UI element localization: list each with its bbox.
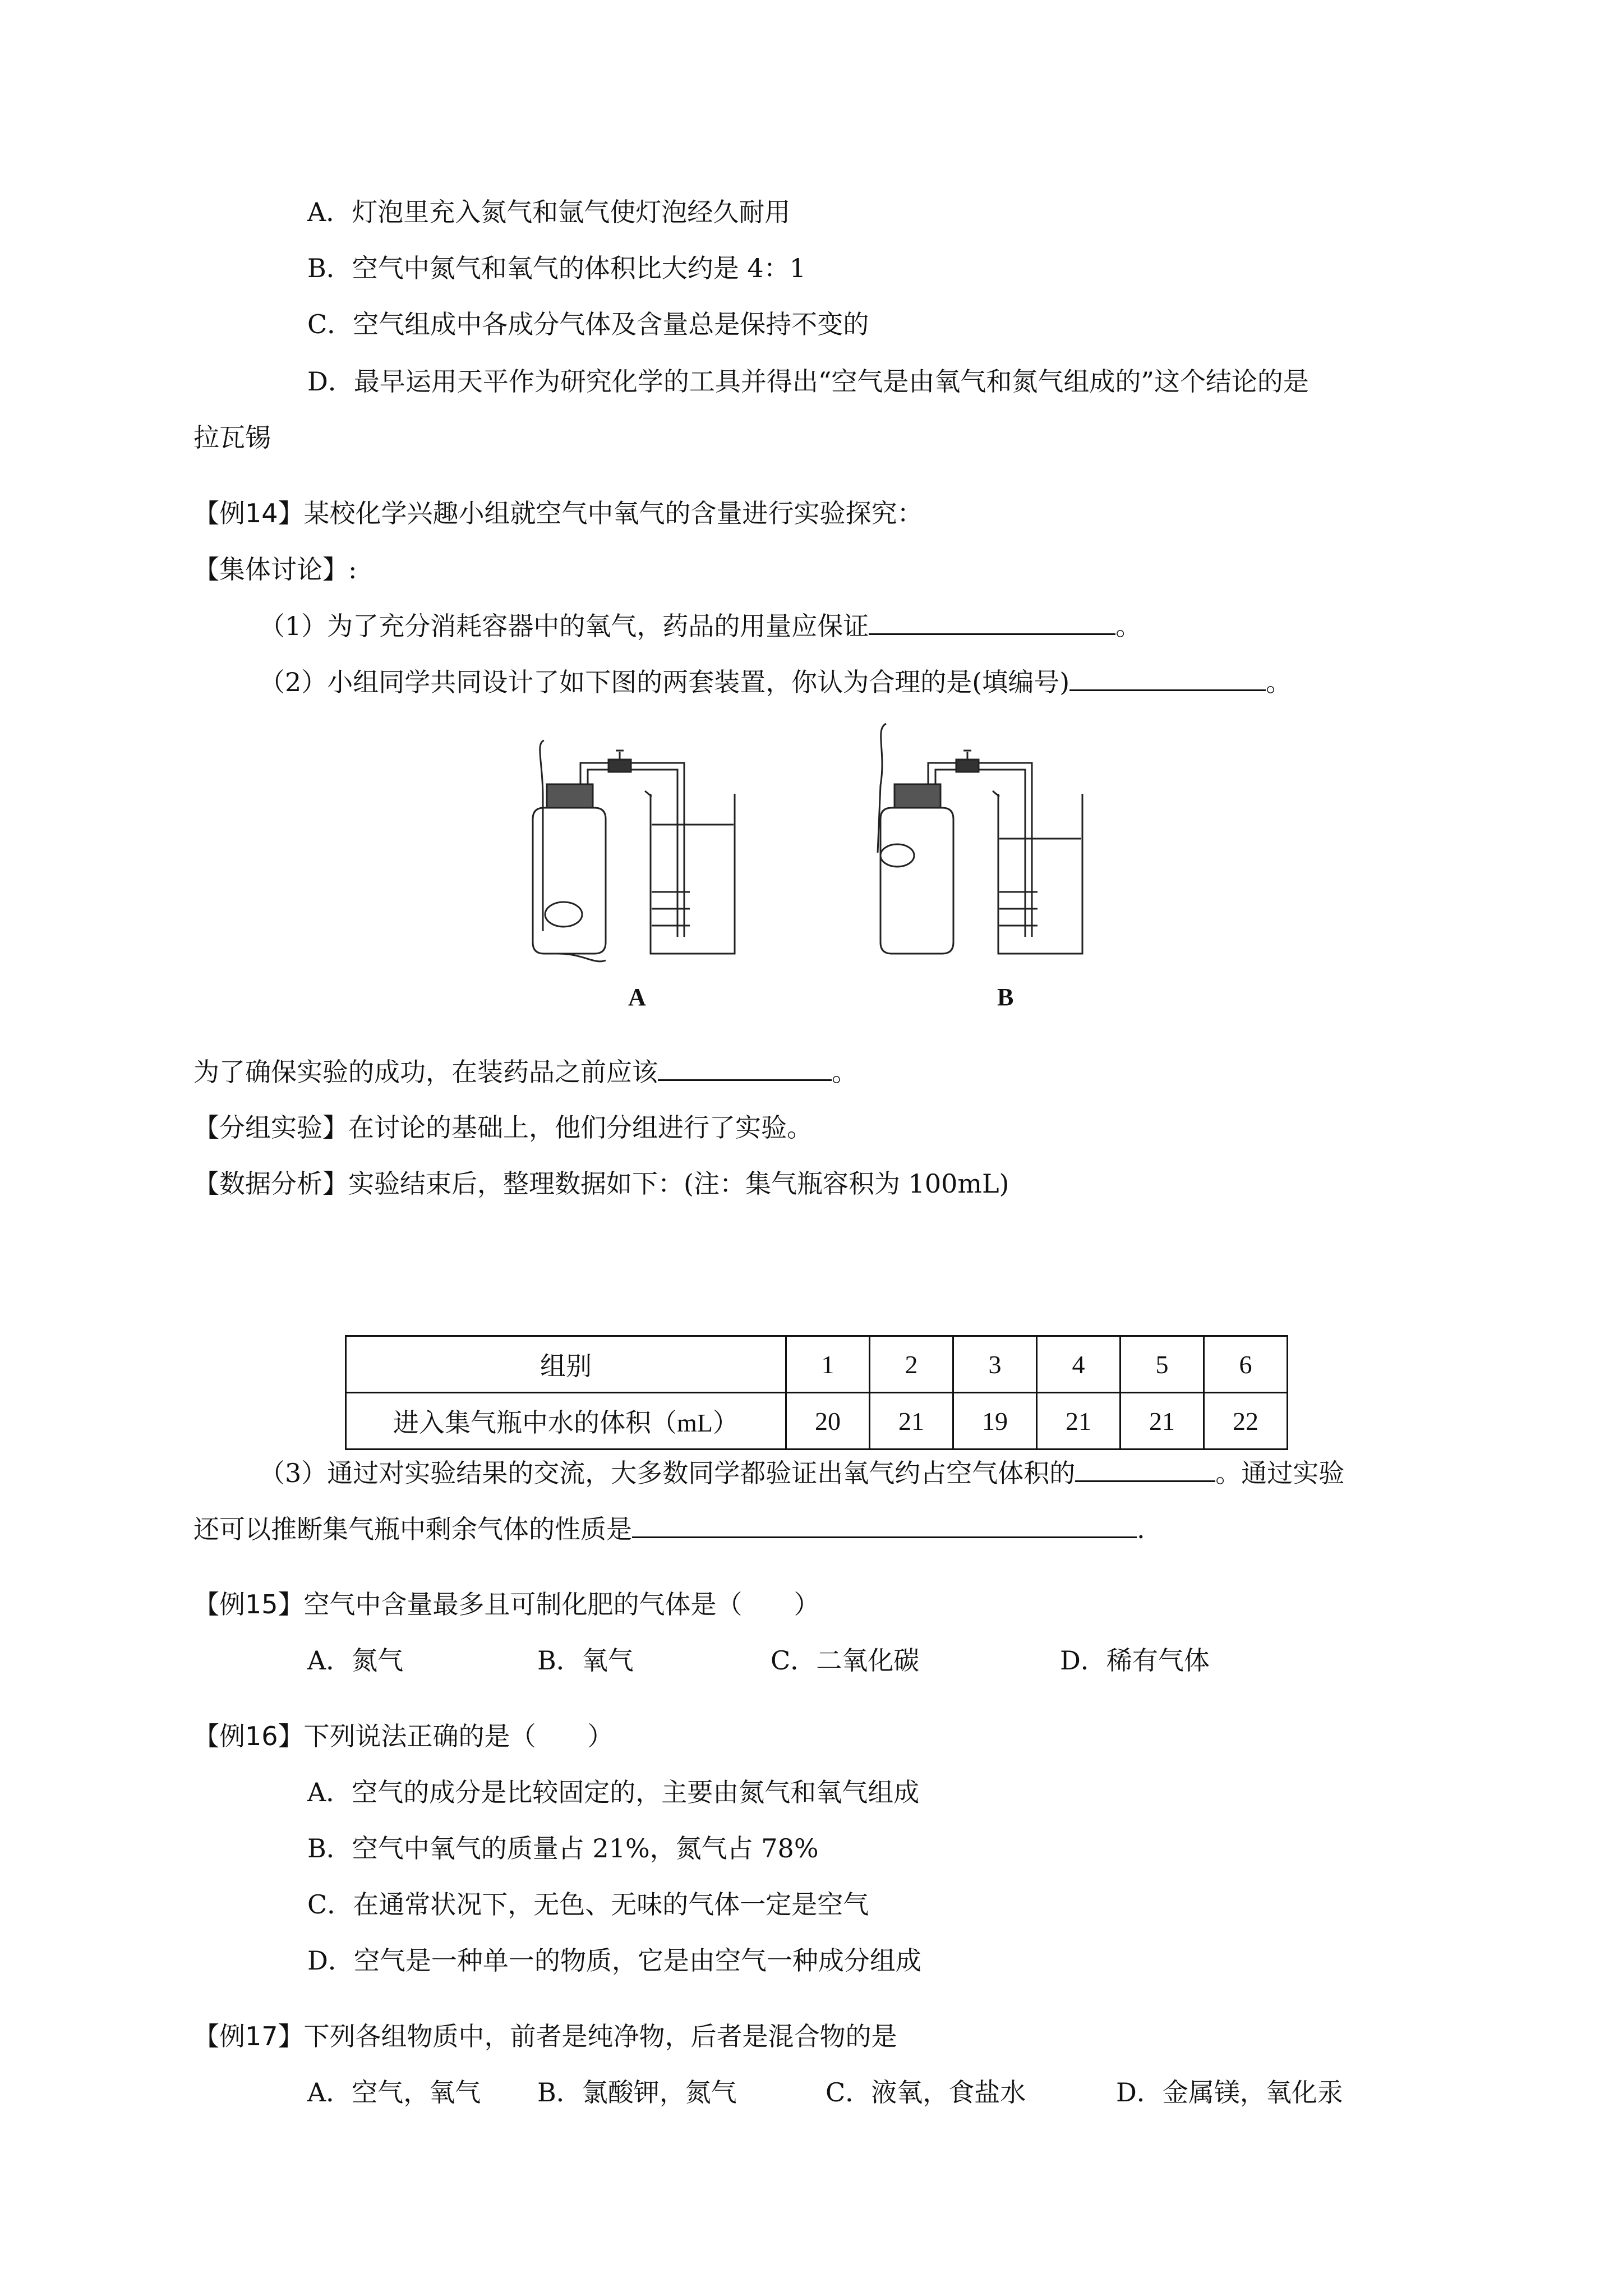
apparatus-a [533, 740, 735, 961]
q13-option-d-continued: 拉瓦锡 [193, 422, 271, 453]
answer-blank-q1[interactable] [869, 609, 1115, 635]
answer-blank-q3[interactable] [1075, 1456, 1215, 1482]
data-analysis-text: 实验结束后，整理数据如下：(注：集气瓶容积为 100mL) [348, 1168, 1009, 1199]
example-14-heading [193, 496, 923, 530]
group-cell: 3 [953, 1336, 1037, 1393]
volume-cell: 21 [870, 1393, 953, 1450]
volume-cell: 19 [953, 1393, 1037, 1450]
row-label-group: 组别 [346, 1336, 786, 1393]
example-16-stem: 下列说法正确的是（ ） [303, 1721, 614, 1751]
example-17-stem: 下列各组物质中，前者是纯净物，后者是混合物的是 [303, 2021, 897, 2051]
question-3-line-2-text: 还可以推断集气瓶中剩余气体的性质是 [193, 1514, 632, 1544]
volume-cell: 21 [1121, 1393, 1204, 1450]
group-experiment-tag: 【分组实验】 [193, 1112, 348, 1143]
volume-cell: 20 [786, 1393, 870, 1450]
question-3-end: . [1137, 1514, 1145, 1544]
example-14-stem: 某校化学兴趣小组就空气中氧气的含量进行实验探究： [303, 498, 923, 528]
question-3-text: （3）通过对实验结果的交流，大多数同学都验证出氧气约占空气体积的 [259, 1458, 1076, 1488]
volume-cell: 22 [1204, 1393, 1288, 1450]
group-cell: 2 [870, 1336, 953, 1393]
answer-blank-before[interactable] [658, 1055, 832, 1081]
discussion-heading [193, 553, 357, 586]
q13-option-c: C．空气组成中各成分气体及含量总是保持不变的 [307, 309, 869, 339]
q13-option-a: A．灯泡里充入氮气和氩气使灯泡经久耐用 [307, 197, 791, 227]
question-1-end: 。 [1115, 611, 1142, 641]
example-16-option-b: B．空气中氧气的质量占 21%，氮气占 78% [307, 1833, 819, 1864]
figure-label-b: B [997, 983, 1014, 1011]
question-1 [259, 609, 1141, 643]
example-15-option-a: A．氮气 [307, 1645, 404, 1676]
results-table [345, 1335, 1288, 1450]
group-cell: 4 [1037, 1336, 1121, 1393]
example-14-tag: 【例14】 [193, 498, 304, 528]
example-17-option-d: D．金属镁，氧化汞 [1116, 2077, 1343, 2108]
table-row [346, 1336, 1288, 1393]
discussion-colon: : [348, 554, 357, 585]
volume-cell: 21 [1037, 1393, 1121, 1450]
table-row [346, 1393, 1288, 1450]
question-1-text: （1）为了充分消耗容器中的氧气，药品的用量应保证 [259, 611, 869, 641]
group-experiment-line [193, 1111, 813, 1144]
group-cell: 6 [1204, 1336, 1288, 1393]
q13-option-b: B．空气中氮气和氧气的体积比大约是 4：1 [307, 253, 806, 283]
group-cell: 1 [786, 1336, 870, 1393]
example-15-option-d: D．稀有气体 [1060, 1645, 1210, 1676]
q13-option-d: D．最早运用天平作为研究化学的工具并得出“空气是由氧气和氮气组成的”这个结论的是 [307, 366, 1309, 397]
question-3 [259, 1456, 1344, 1490]
example-16-option-c: C．在通常状况下，无色、无味的气体一定是空气 [307, 1889, 869, 1920]
example-15-tag: 【例15】 [193, 1589, 304, 1619]
example-17-option-b: B．氯酸钾，氮气 [537, 2077, 737, 2108]
pre-experiment-text: 为了确保实验的成功，在装药品之前应该 [193, 1057, 658, 1087]
example-17-heading [193, 2019, 897, 2053]
example-16-option-d: D．空气是一种单一的物质，它是由空气一种成分组成 [307, 1945, 921, 1976]
discussion-tag: 【集体讨论】 [193, 554, 348, 585]
example-15-stem: 空气中含量最多且可制化肥的气体是（ ） [303, 1589, 820, 1619]
example-17-option-a: A．空气，氧气 [307, 2077, 481, 2108]
example-16-heading [193, 1719, 614, 1753]
example-15-heading [193, 1588, 820, 1621]
example-17-tag: 【例17】 [193, 2021, 304, 2051]
apparatus-figure [505, 718, 1206, 976]
question-3-mid: 。通过实验 [1215, 1458, 1345, 1488]
question-3-line-2 [193, 1512, 1145, 1546]
answer-blank-q3-property[interactable] [632, 1512, 1137, 1538]
example-17-option-c: C．液氧，食盐水 [826, 2077, 1026, 2108]
apparatus-b [878, 724, 1082, 954]
example-15-option-c: C．二氧化碳 [771, 1645, 920, 1676]
example-16-option-a: A．空气的成分是比较固定的，主要由氮气和氧气组成 [307, 1777, 920, 1807]
question-2-end: 。 [1266, 667, 1292, 697]
data-analysis-tag: 【数据分析】 [193, 1168, 348, 1199]
answer-blank-q2[interactable] [1069, 665, 1266, 691]
question-2 [259, 665, 1292, 699]
example-16-tag: 【例16】 [193, 1721, 304, 1751]
pre-experiment-end: 。 [832, 1057, 857, 1087]
row-label-volume: 进入集气瓶中水的体积（mL） [346, 1393, 786, 1450]
figure-label-a: A [628, 983, 646, 1011]
pre-experiment-step [193, 1055, 857, 1089]
group-experiment-text: 在讨论的基础上，他们分组进行了实验。 [348, 1112, 813, 1143]
data-analysis-line [193, 1167, 1009, 1200]
example-15-option-b: B．氧气 [537, 1645, 634, 1676]
group-cell: 5 [1121, 1336, 1204, 1393]
question-2-text: （2）小组同学共同设计了如下图的两套装置，你认为合理的是(填编号) [259, 667, 1070, 697]
